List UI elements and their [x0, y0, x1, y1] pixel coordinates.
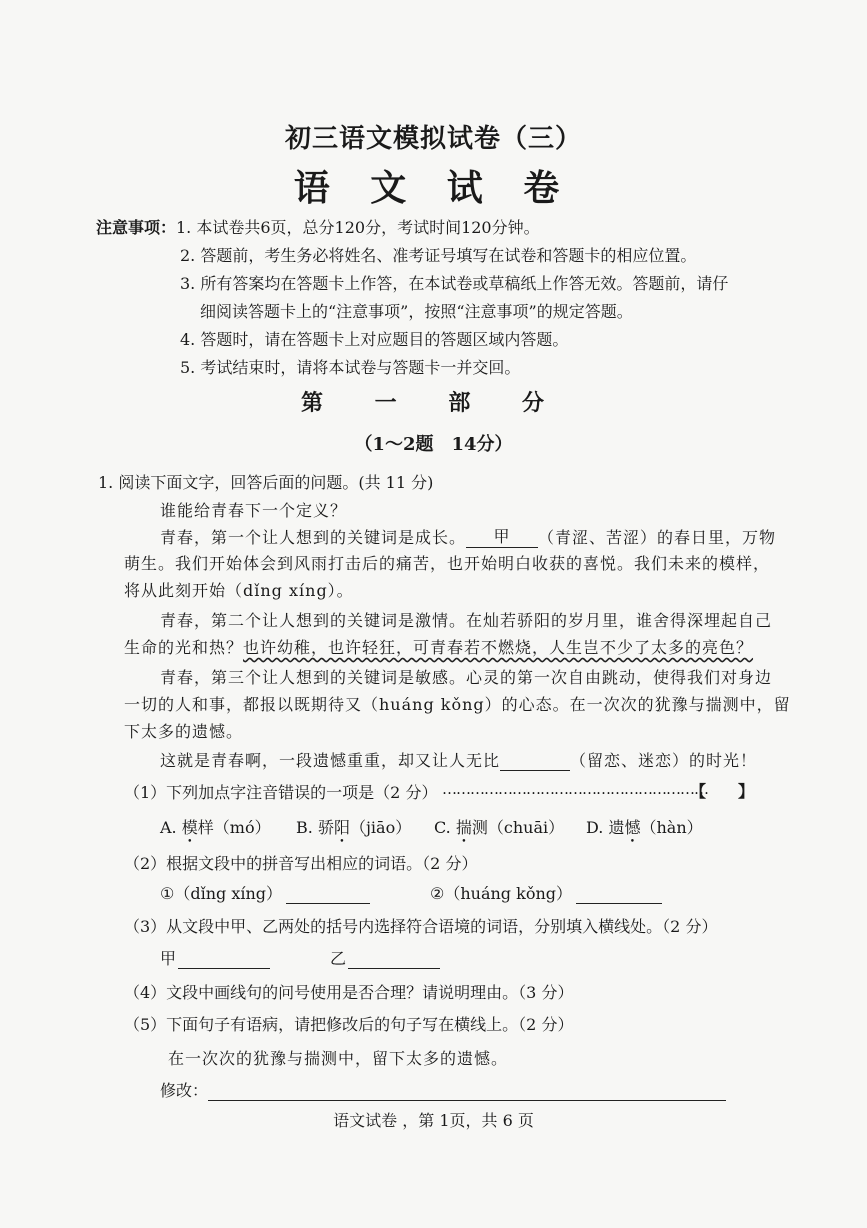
exam-title: 初三语文模拟试卷（三）	[284, 124, 582, 154]
option-pinyin: （chuāi）	[487, 818, 565, 837]
note-item: 3. 所有答案均在答题卡上作答，在本试卷或草稿纸上作答无效。答题前，请仔	[180, 274, 729, 293]
answer-line-yi	[330, 946, 440, 969]
underlined-sentence: 也许幼稚，也许轻狂，可青春若不燃烧，人生岂不少了太多的亮色？	[243, 638, 754, 657]
option-b	[296, 815, 411, 838]
dotted-char: 憾	[624, 818, 641, 837]
passage-text: 生命的光和热？	[124, 638, 244, 657]
item-label: ①（dǐng xíng）	[160, 884, 283, 903]
sub-question-3: （3）从文段中甲、乙两处的括号内选择符合语境的词语，分别填入横线处。（2 分）	[124, 917, 718, 936]
answer-blank[interactable]	[208, 1081, 726, 1101]
dotted-char: 阳	[333, 818, 350, 837]
passage-line: 一切的人和事，都报以既期待又（huáng kǒng）的心态。在一次次的犹豫与揣测中，留	[124, 695, 791, 714]
sub-question-1: （1）下列加点字注音错误的一项是（2 分）	[124, 783, 438, 802]
option-letter: C.	[434, 818, 451, 837]
passage-line: 青春，第三个让人想到的关键词是敏感。心灵的第一次自由跳动，使得我们对身边	[160, 668, 773, 687]
sub-question-4: （4）文段中画线句的问号使用是否合理？请说明理由。（3 分）	[124, 983, 574, 1002]
page-footer: 语文试卷 ，第 1页，共 6 页	[333, 1111, 534, 1130]
dotted-char: 模	[181, 818, 198, 837]
sub-question-5: （5）下面句子有语病，请把修改后的句子写在横线上。（2 分）	[124, 1015, 574, 1034]
answer-line-jia	[160, 946, 270, 969]
faulty-sentence: 在一次次的犹豫与揣测中，留下太多的遗憾。	[168, 1049, 509, 1068]
answer-line-2	[430, 881, 662, 904]
item-label: 乙	[330, 949, 347, 968]
answer-blank[interactable]	[286, 884, 370, 904]
answer-blank[interactable]	[178, 949, 270, 969]
leader-dots: …………………………………………………	[442, 780, 708, 798]
exam-subtitle: 语 文 试 卷	[293, 167, 574, 209]
option-word: 遗	[608, 818, 625, 837]
passage-text: （青涩、苦涩）的春日里，万物	[538, 528, 777, 547]
notes-section	[96, 214, 796, 377]
blank-jia	[466, 524, 538, 548]
item-label: ②（huáng kǒng）	[430, 884, 573, 903]
passage-text: 青春，第一个让人想到的关键词是成长。	[160, 528, 467, 547]
sub-question-2: （2）根据文段中的拼音写出相应的词语。（2 分）	[124, 854, 478, 873]
item-label: 甲	[160, 949, 177, 968]
answer-bracket: 【 】	[690, 782, 755, 801]
option-c	[434, 815, 564, 838]
note-item: 5. 考试结束时，请将本试卷与答题卡一并交回。	[180, 358, 521, 377]
answer-blank[interactable]	[348, 949, 440, 969]
option-letter: A.	[160, 818, 177, 837]
answer-blank[interactable]	[576, 884, 662, 904]
option-word: 样	[197, 818, 214, 837]
option-pinyin: （hàn）	[640, 818, 703, 837]
note-item: 4. 答题时，请在答题卡上对应题目的答题区域内答题。	[180, 330, 569, 349]
part-title: 第 一 部 分	[301, 390, 566, 416]
option-d	[586, 815, 703, 838]
passage-text: 这就是青春啊，一段遗憾重重，却又让人无比	[160, 751, 501, 770]
blank-label: 甲	[493, 527, 511, 546]
question-1-stem: 1. 阅读下面文字，回答后面的问题。(共 11 分)	[98, 473, 434, 492]
fix-line	[160, 1078, 726, 1101]
passage-line: 下太多的遗憾。	[124, 722, 244, 741]
fix-label: 修改：	[160, 1081, 209, 1100]
note-item: 2. 答题前，考生务必将姓名、准考证号填写在试卷和答题卡的相应位置。	[180, 246, 697, 265]
notes-label: 注意事项：	[96, 218, 177, 237]
passage-line	[124, 635, 753, 658]
note-item: 细阅读答题卡上的“注意事项”，按照“注意事项”的规定答题。	[200, 302, 633, 321]
passage-line: 青春，第二个让人想到的关键词是激情。在灿若骄阳的岁月里，谁舍得深埋起自己	[160, 611, 773, 630]
option-pinyin: （mó）	[213, 818, 271, 837]
option-letter: B.	[296, 818, 313, 837]
part-range: （1～2题 14分）	[354, 434, 513, 455]
passage-line: 萌生。我们开始体会到风雨打击后的痛苦，也开始明白收获的喜悦。我们未来的模样，	[124, 554, 771, 573]
passage-line: 将从此刻开始（dǐng xíng）。	[124, 581, 354, 600]
passage-text: （留恋、迷恋）的时光！	[570, 751, 758, 770]
answer-line-1	[160, 881, 370, 904]
passage-title: 谁能给青春下一个定义？	[160, 501, 348, 520]
option-letter: D.	[586, 818, 604, 837]
passage-line	[160, 748, 757, 771]
option-pinyin: （jiāo）	[349, 818, 412, 837]
option-word: 骄	[317, 818, 334, 837]
option-word: 测	[471, 818, 488, 837]
note-item: 1. 本试卷共6页，总分120分，考试时间120分钟。	[176, 218, 540, 237]
blank-yi	[500, 751, 570, 771]
dotted-char: 揣	[455, 818, 472, 837]
passage-line	[160, 524, 776, 548]
option-a	[160, 815, 271, 838]
